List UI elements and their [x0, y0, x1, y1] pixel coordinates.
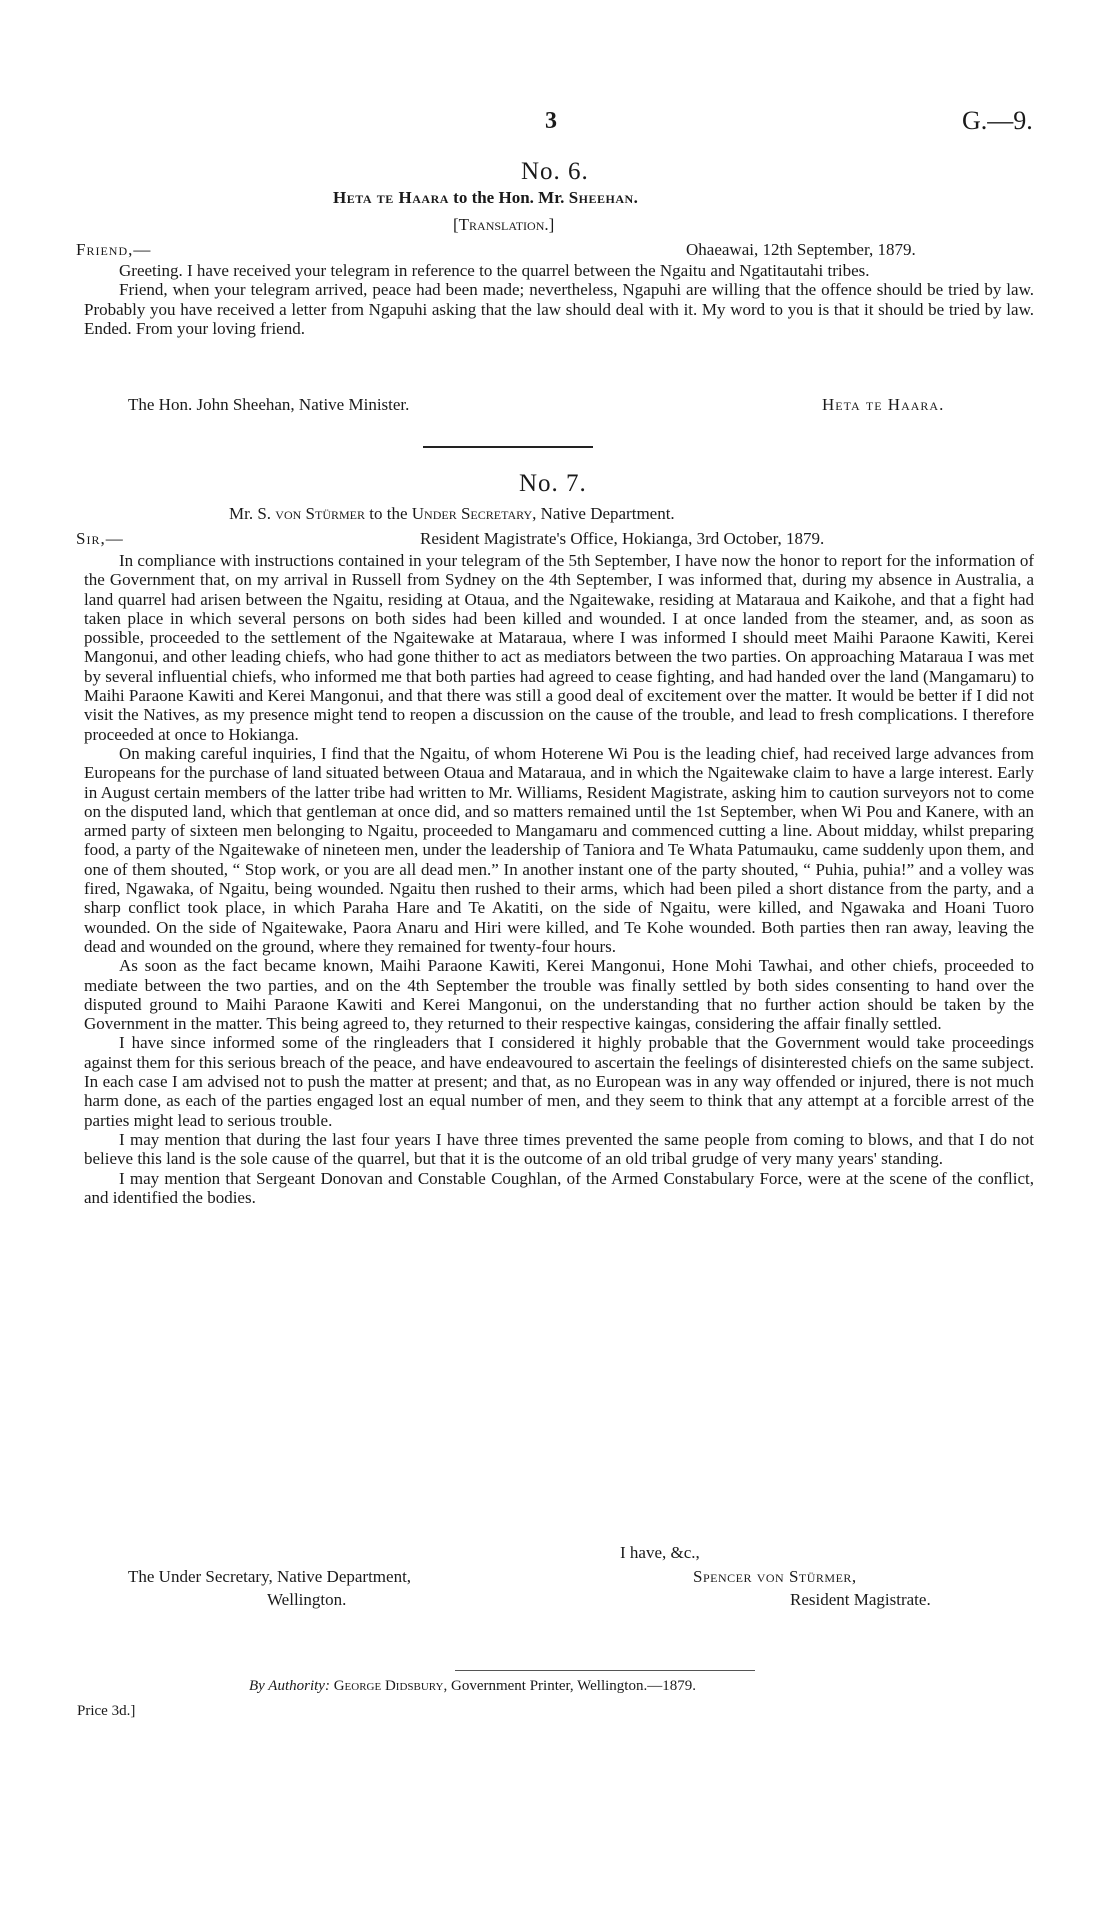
doc7-paragraph-1: In compliance with instructions contained in your telegram of the 5th September, I have now the honor to report for the information of the Government that, on my arrival in Russell from Sydney on the 4th September, I was informed that, during my absence in Australia, a land quarrel had arisen between the Ngaitu, residing at Otaua, and the Ngaitewake, residing at Mataraua and Kaikohe, and that a fight had taken place in which several persons on both sides had been killed and wounded. I at once landed from the steamer, and, as soon as possible, proceeded to the settlement of the Ngaitewake at Mataraua, where I was informed I should meet Maihi Paraone Kawiti, Kerei Mangonui, and other leading chiefs, who had gone thither to act as mediators between the two parties. On approaching Mataraua I was met by several influential chiefs, who informed me that both parties had agreed to cease fighting, and had handed over the land (Mangamaru) to Maihi Paraone Kawiti and Kerei Mangonui, and that there was still a good deal of excitement over the matter. It would be better if I did not visit the Natives, as my presence might tend to reopen a discussion on the cause of the trouble, and lead to fresh complications. I therefore proceeded at once to Hokianga.: [84, 551, 1034, 744]
doc7-paragraph-3: As soon as the fact became known, Maihi Paraone Kawiti, Kerei Mangonui, Hone Mohi Tawhai, and other chiefs, proceeded to mediate between the two parties, and on the 4th September the trouble was finally settled by both sides consenting to hand over the disputed ground to Maihi Paraone Kawiti and Kerei Mangonui, on the understanding that no further action should be taken by the Government in the matter. This being agreed to, they returned to their respective kaingas, considering the affair finally settled.: [84, 956, 1034, 1034]
doc7-paragraph-2: On making careful inquiries, I find that the Ngaitu, of whom Hoterene Wi Pou is the leading chief, had received large advances from Europeans for the purchase of land situated between Otaua and Mataraua, and in which the Ngaitewake claim to have a large interest. Early in August certain members of the latter tribe had written to Mr. Williams, Resident Magistrate, asking him to caution surveyors not to come on the disputed land, which that gentleman at once did, and so matters remained until the 1st September, when Wi Pou and Kanere, with an armed party of sixteen men belonging to Ngaitu, proceeded to Mangamaru and commenced cutting a line. About midday, whilst preparing food, a party of the Ngaitewake of nineteen men, under the leadership of Taniora and Te Whata Patumauku, came suddenly upon them, and one of them shouted, “ Stop work, or you are all dead men.” In another instant one of the party shouted, “ Puhia, puhia!” and a volley was fired, Ngawaka, of Ngaitu, being wounded. Ngaitu then rushed to their arms, which had been piled a short distance from the party, and a sharp conflict took place, in which Paraha Hare and Te Akatiti, on the side of Ngaitu, were killed, and Ngawaka and Hoani Tuoro wounded. On the side of Ngaitewake, Paora Anaru and Hiri were killed, and Te Kohe wounded. Both parties then ran away, leaving the dead and wounded on the ground, where they remained for twenty-four hours.: [84, 743, 1034, 956]
section-divider: [423, 446, 593, 448]
doc7-paragraph-6: I may mention that Sergeant Donovan and Constable Coughlan, of the Armed Constabulary Force, were at the scene of the conflict, and identified the bodies.: [84, 1168, 1034, 1207]
doc7-title-post: Native Department.: [536, 504, 675, 523]
doc7-addressee-line-1: The Under Secretary, Native Department,: [128, 1567, 412, 1586]
doc7-title-from: von Stürmer: [275, 504, 366, 523]
doc7-closing: I have, &c.,: [620, 1543, 700, 1562]
doc7-paragraph-5: I may mention that during the last four years I have three times prevented the same people from coming to blows, and that I do not believe this land is the sole cause of the quarrel, but that it is the outcome of an old tribal grudge of very many years' standing.: [84, 1129, 1034, 1169]
doc7-title-to: Under Secretary,: [411, 504, 537, 523]
doc7-title-mid: to the: [365, 504, 412, 523]
footer-price: Price 3d.]: [77, 1703, 136, 1719]
page-number: 3: [545, 108, 557, 134]
footer-divider: [455, 1670, 755, 1671]
footer-authority-post: Government Printer, Wellington.—1879.: [447, 1678, 696, 1694]
doc7-signature-title: Resident Magistrate.: [790, 1590, 931, 1609]
doc6-translation: [Translation.]: [453, 215, 555, 234]
doc6-body: [84, 261, 1034, 338]
doc7-number: No. 7.: [519, 470, 587, 497]
footer-authority: [249, 1678, 696, 1695]
footer-authority-pre: By Authority:: [249, 1678, 334, 1694]
doc7-place-date: Resident Magistrate's Office, Hokianga, 3rd October, 1879.: [420, 529, 825, 548]
doc6-paragraph-2: Friend, when your telegram arrived, peace had been made; nevertheless, Ngapuhi are willing that the offence should be tried by law. Probably you have received a letter from Ngapuhi asking that the law should deal with it. My word to you is that it should be tried by law. Ended. From your loving friend.: [84, 280, 1034, 338]
doc6-paragraph-1: Greeting. I have received your telegram in reference to the quarrel between the Ngaitu and Ngatitautahi tribes.: [119, 261, 870, 280]
doc6-signature: Heta te Haara.: [822, 395, 945, 414]
doc6-number: No. 6.: [521, 158, 589, 185]
doc7-body: [84, 551, 1034, 1207]
document-reference: G.—9.: [962, 106, 1033, 135]
doc6-salutation: Friend,—: [76, 240, 152, 259]
doc7-paragraph-4: I have since informed some of the ringleaders that I considered it highly probable that the Government would take proceedings against them for this serious breach of the peace, and have endeavoured to ascertain the feelings of disinterested chiefs on the same subject. In each case I am advised not to push the matter at present; and that, as no European was in any way offended or injured, there is not much harm done, as each of the parties engaged lost an equal number of men, and they seem to think that any attempt at a forcible arrest of the parties might lead to serious trouble.: [84, 1033, 1034, 1130]
doc6-title: [333, 188, 638, 208]
doc6-title-mid: to the Hon. Mr.: [448, 188, 569, 207]
doc7-title-pre: Mr. S.: [229, 504, 276, 523]
doc7-title: [229, 504, 675, 524]
doc6-place-date: Ohaeawai, 12th September, 1879.: [686, 240, 916, 259]
footer-printer: George Didsbury,: [333, 1678, 448, 1694]
doc7-addressee-line-2: Wellington.: [267, 1590, 347, 1609]
doc7-salutation: Sir,—: [76, 529, 124, 548]
doc6-addressee: The Hon. John Sheehan, Native Minister.: [128, 395, 410, 414]
doc7-signature-name: Spencer von Stürmer,: [693, 1567, 857, 1586]
doc6-title-from: Heta te Haara: [333, 188, 449, 207]
doc6-title-to: Sheehan.: [568, 188, 639, 207]
